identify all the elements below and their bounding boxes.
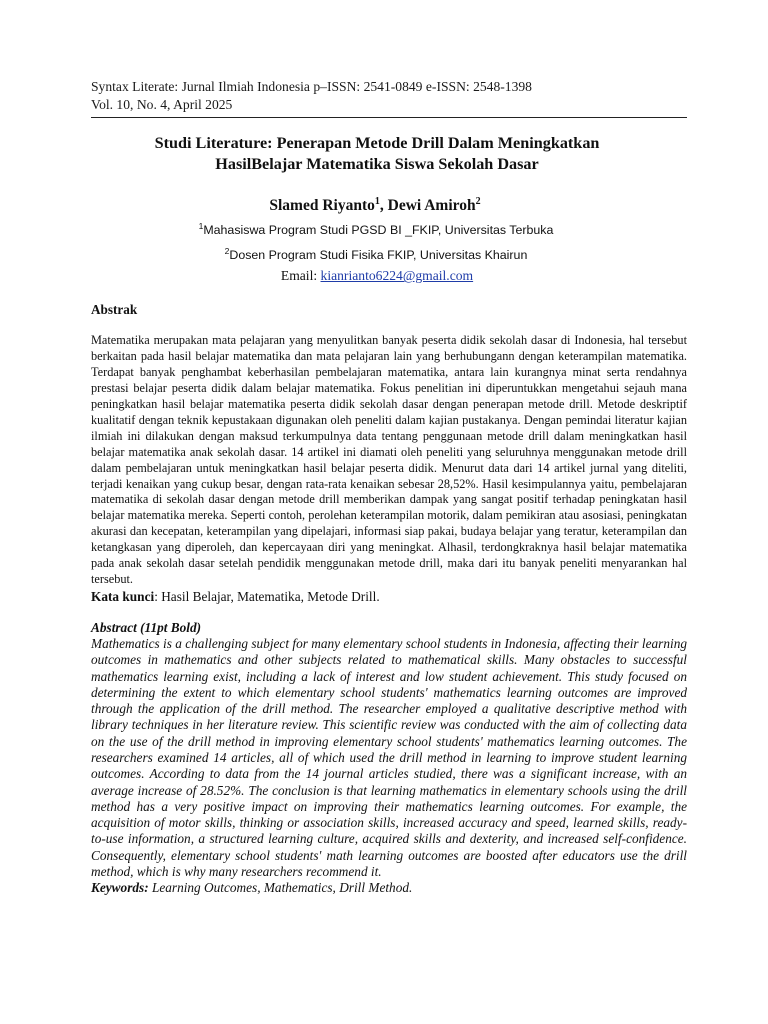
journal-name-issn: Syntax Literate: Jurnal Ilmiah Indonesia p–ISSN: 2541-0849 e-ISSN: 2548-1398 bbox=[91, 79, 532, 94]
affiliation-1-mark: 1 bbox=[198, 221, 204, 232]
kata-kunci-label: Kata kunci bbox=[91, 588, 155, 604]
author-2-affil-mark: 2 bbox=[475, 196, 481, 207]
paper-page bbox=[91, 78, 687, 897]
author-2-name: Dewi Amiroh bbox=[387, 197, 476, 215]
affiliation-2 bbox=[91, 241, 687, 266]
keywords-label: Keywords: bbox=[91, 880, 149, 896]
paper-title-line-1: Studi Literature: Penerapan Metode Drill Dalam Meningkatkan bbox=[154, 134, 600, 152]
affiliation-2-mark: 2 bbox=[224, 246, 230, 257]
abstract-heading: Abstract (11pt Bold) bbox=[91, 619, 202, 635]
affiliation-1-text: Mahasiswa Program Studi PGSD BI _FKIP, Universitas Terbuka bbox=[203, 223, 554, 238]
author-1-affil-mark: 1 bbox=[374, 196, 380, 207]
keywords bbox=[91, 880, 687, 897]
keywords-text: Learning Outcomes, Mathematics, Drill Method. bbox=[148, 880, 413, 896]
paper-title bbox=[91, 133, 687, 175]
abstrak-body: Matematika merupakan mata pelajaran yang menyulitkan banyak peserta didik sekolah dasar di Indonesia, hal tersebut berkaitan pada hasil belajar matematika dan mata pelajaran lain yang berhubungann dengan keterampilan matematika. Terdapat banyak penghambat keberhasilan pembelajaran matematika, antara lain kurangnya minat serta rendahnya prestasi belajar peserta didik dalam belajar matematika. Fokus penelitian ini diperuntukkan mengetahui sejauh mana peningkatkan hasil belajar matematika peserta didik sekolah dasar dengan penerapan metode drill. Metode deskriptif kualitatif dengan teknik kepustakaan digunakan oleh peneliti dalam kajian pustakanya. Dengan pemindai literatur kajian ilmiah ini dilakukan dengan maksud terkumpulnya data tentang penggunaan metode drill dalam meningkatkan hasil belajar matematika anak sekolah dasar. 14 artikel ini diamati oleh peneliti yang seluruhnya menggunakan metode drill dalam pembelajaran untuk meningkatkan hasil belajar peserta didik. Menurut data dari 14 artikel jurnal yang diteliti, terjadi kenaikan yang cukup besar, dengan rata-rata kenaikan sebesar 28,52%. Hasil kesimpulannya yaitu, pembelajaran matematika di sekolah dasar dengan metode drill memberikan dampak yang sangat positif terhadap peningkatan hasil belajar matematika mereka. Seperti contoh, perolehan keterampilan motorik, dalam pemikiran atau asosiasi, peningkatan akurasi dan kecepatan, keterampilan yang dipelajari, informasi siap pakai, budaya belajar yang teratur, keterampilan dan ketangkasan yang diperoleh, dan kepercayaan diri yang meningkat. Alhasil, terdongkraknya hasil belajar matematika pada anak sekolah dasar setelah pendidik menggunakan metode drill, maka dari itu banyak peneliti menyarankan hal tersebut. bbox=[91, 333, 687, 586]
abstract-body: Mathematics is a challenging subject for many elementary school students in Indonesia, affecting their learning outcomes in mathematics and other subjects related to mathematical skills. Many obstacles to successful mathematics learning exist, including a lack of interest and low student achievement. This study focused on determining the extent to which elementary school students' mathematics learning outcomes are improved through the application of the drill method. The researcher employed a qualitative descriptive method with library techniques in her literature review. This scientific review was conducted with the aim of collecting data on the use of the drill method in improving elementary school students' mathematics learning outcomes. The researchers examined 14 articles, all of which used the drill method in learning to improve student learning outcomes. According to data from the 14 journal articles studied, there was a significant increase, with an average increase of 28.52%. The conclusion is that learning mathematics in elementary schools using the drill method has a very positive impact on improving their mathematics learning outcomes. For example, the acquisition of motor skills, thinking or association skills, increased accuracy and speed, learned skills, ready-to-use information, a structured learning culture, acquired skills and dexterity, and increased self-confidence. Consequently, elementary school students' math learning outcomes are boosted after educators use the drill method, which is why many researchers recommend it. bbox=[91, 635, 687, 880]
affiliation-1 bbox=[91, 216, 687, 241]
kata-kunci bbox=[91, 588, 687, 605]
author-1-name: Slamed Riyanto bbox=[269, 197, 375, 215]
email-link[interactable]: kianrianto6224@gmail.com bbox=[320, 268, 474, 284]
paper-title-line-2: HasilBelajar Matematika Siswa Sekolah Dasar bbox=[215, 155, 539, 173]
volume-issue: Vol. 10, No. 4, April 2025 bbox=[91, 97, 233, 112]
kata-kunci-text: : Hasil Belajar, Matematika, Metode Drill. bbox=[154, 588, 380, 604]
contact-email bbox=[91, 266, 687, 285]
email-label: Email: bbox=[280, 268, 321, 284]
author-separator: , bbox=[379, 197, 388, 215]
journal-header bbox=[91, 78, 687, 114]
abstrak-heading: Abstrak bbox=[91, 302, 138, 318]
affiliation-2-text: Dosen Program Studi Fisika FKIP, Universitas Khairun bbox=[229, 248, 528, 263]
author-list bbox=[91, 192, 687, 216]
header-divider bbox=[91, 117, 687, 118]
